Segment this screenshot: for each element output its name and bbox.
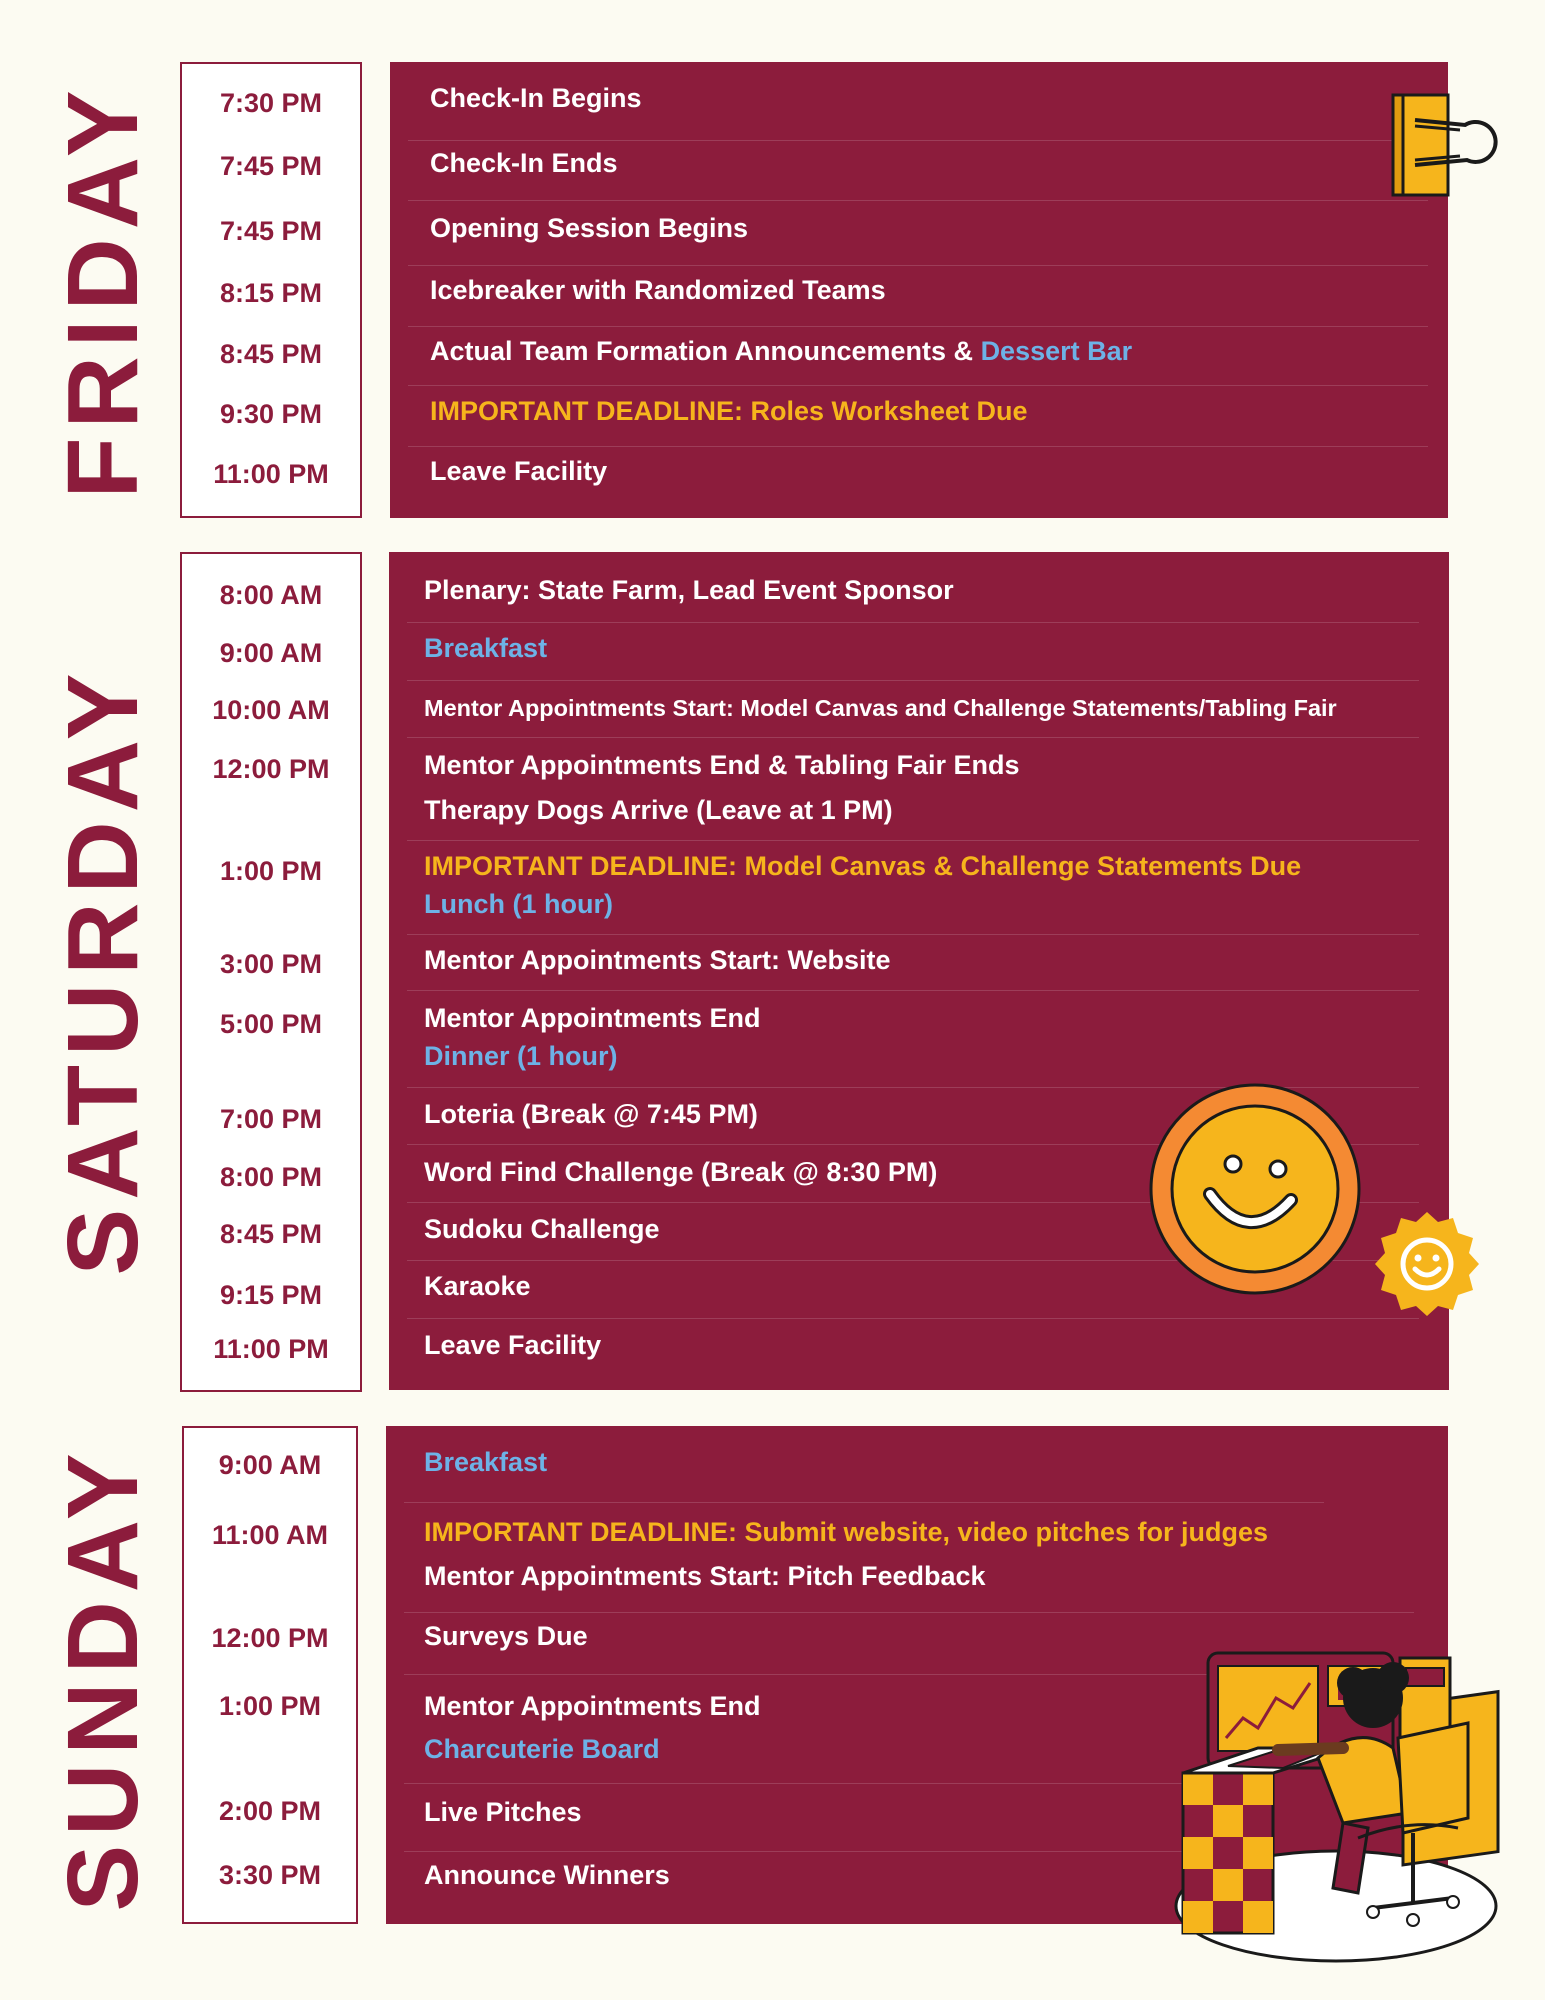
divider	[404, 1851, 1184, 1852]
time: 9:00 AM	[218, 1450, 322, 1480]
event: Announce Winners	[424, 1860, 670, 1890]
divider	[408, 200, 1428, 201]
event: Loteria (Break @ 7:45 PM)	[424, 1099, 758, 1129]
divider	[407, 680, 1419, 681]
friday-times	[180, 62, 362, 518]
smiley-badge-icon	[1372, 1208, 1482, 1318]
event: Opening Session Begins	[430, 213, 749, 243]
divider	[408, 326, 1428, 327]
event: Plenary: State Farm, Lead Event Sponsor	[424, 575, 954, 605]
divider	[408, 385, 1428, 386]
friday-events-panel	[390, 62, 1448, 518]
divider	[407, 840, 1419, 841]
event: Word Find Challenge (Break @ 8:30 PM)	[424, 1157, 938, 1187]
time: 8:45 PM	[219, 339, 323, 369]
event: Karaoke	[424, 1271, 531, 1301]
time: 12:00 PM	[212, 754, 330, 784]
day-label-friday: FRIDAY	[47, 81, 159, 499]
event: Breakfast	[424, 633, 548, 663]
time: 11:00 PM	[213, 459, 329, 489]
time: 7:45 PM	[219, 216, 323, 246]
time: 8:15 PM	[219, 278, 323, 308]
event: Mentor Appointments Start: Website	[424, 945, 891, 975]
time: 11:00 PM	[213, 1334, 329, 1364]
event: Mentor Appointments End	[424, 1691, 761, 1721]
divider	[407, 934, 1419, 935]
sunday-times	[182, 1426, 358, 1924]
time: 7:30 PM	[219, 88, 323, 118]
event: Live Pitches	[424, 1797, 582, 1827]
time: 9:30 PM	[219, 399, 323, 429]
time: 3:30 PM	[218, 1860, 322, 1890]
day-label-saturday: SATURDAY	[47, 664, 159, 1276]
binder-clip-icon	[1385, 90, 1505, 205]
divider	[407, 737, 1419, 738]
event: Check-In Ends	[430, 148, 618, 178]
time: 12:00 PM	[211, 1623, 329, 1653]
divider	[404, 1674, 1274, 1675]
saturday-times	[180, 552, 362, 1392]
event-text: Actual Team Formation Announcements &	[430, 336, 981, 366]
person-at-computer-illustration	[1168, 1638, 1513, 1968]
event: Therapy Dogs Arrive (Leave at 1 PM)	[424, 795, 893, 825]
time: 8:00 AM	[219, 580, 323, 610]
divider	[407, 1318, 1419, 1319]
event: Surveys Due	[424, 1621, 588, 1651]
divider	[404, 1502, 1324, 1503]
event	[430, 335, 1132, 367]
event: Icebreaker with Randomized Teams	[430, 275, 886, 305]
event-highlight: Dessert Bar	[980, 336, 1133, 366]
divider	[407, 990, 1419, 991]
divider	[408, 265, 1428, 266]
event: Mentor Appointments End	[424, 1003, 761, 1033]
day-label-sunday: SUNDAY	[47, 1444, 159, 1912]
time: 8:00 PM	[219, 1162, 323, 1192]
time: 1:00 PM	[218, 1691, 322, 1721]
time: 9:15 PM	[219, 1280, 323, 1310]
deadline: IMPORTANT DEADLINE: Roles Worksheet Due	[430, 396, 1028, 426]
event: Leave Facility	[430, 456, 608, 486]
time: 8:45 PM	[219, 1219, 323, 1249]
divider	[407, 622, 1419, 623]
event: Breakfast	[424, 1447, 548, 1477]
divider	[408, 446, 1428, 447]
event: Dinner (1 hour)	[424, 1041, 618, 1071]
time: 1:00 PM	[219, 856, 323, 886]
divider	[408, 140, 1428, 141]
event: Mentor Appointments Start: Model Canvas and Challenge Statements/Tabling Fair	[424, 695, 1337, 721]
time: 11:00 AM	[211, 1520, 329, 1550]
event: Sudoku Challenge	[424, 1214, 660, 1244]
time: 7:45 PM	[219, 151, 323, 181]
event: Charcuterie Board	[424, 1734, 660, 1764]
time: 2:00 PM	[218, 1796, 322, 1826]
time: 9:00 AM	[219, 638, 323, 668]
event: Mentor Appointments Start: Pitch Feedback	[424, 1561, 986, 1591]
smiley-face-icon	[1148, 1082, 1362, 1296]
time: 3:00 PM	[219, 949, 323, 979]
time: 5:00 PM	[219, 1009, 323, 1039]
divider	[404, 1612, 1414, 1613]
deadline: IMPORTANT DEADLINE: Model Canvas & Challenge Statements Due	[424, 851, 1302, 881]
event: Check-In Begins	[430, 83, 642, 113]
event: Leave Facility	[424, 1330, 602, 1360]
time: 10:00 AM	[212, 695, 330, 725]
deadline: IMPORTANT DEADLINE: Submit website, video pitches for judges	[424, 1517, 1269, 1547]
divider	[404, 1783, 1274, 1784]
time: 7:00 PM	[219, 1104, 323, 1134]
event: Mentor Appointments End & Tabling Fair Ends	[424, 750, 1020, 780]
event: Lunch (1 hour)	[424, 889, 613, 919]
